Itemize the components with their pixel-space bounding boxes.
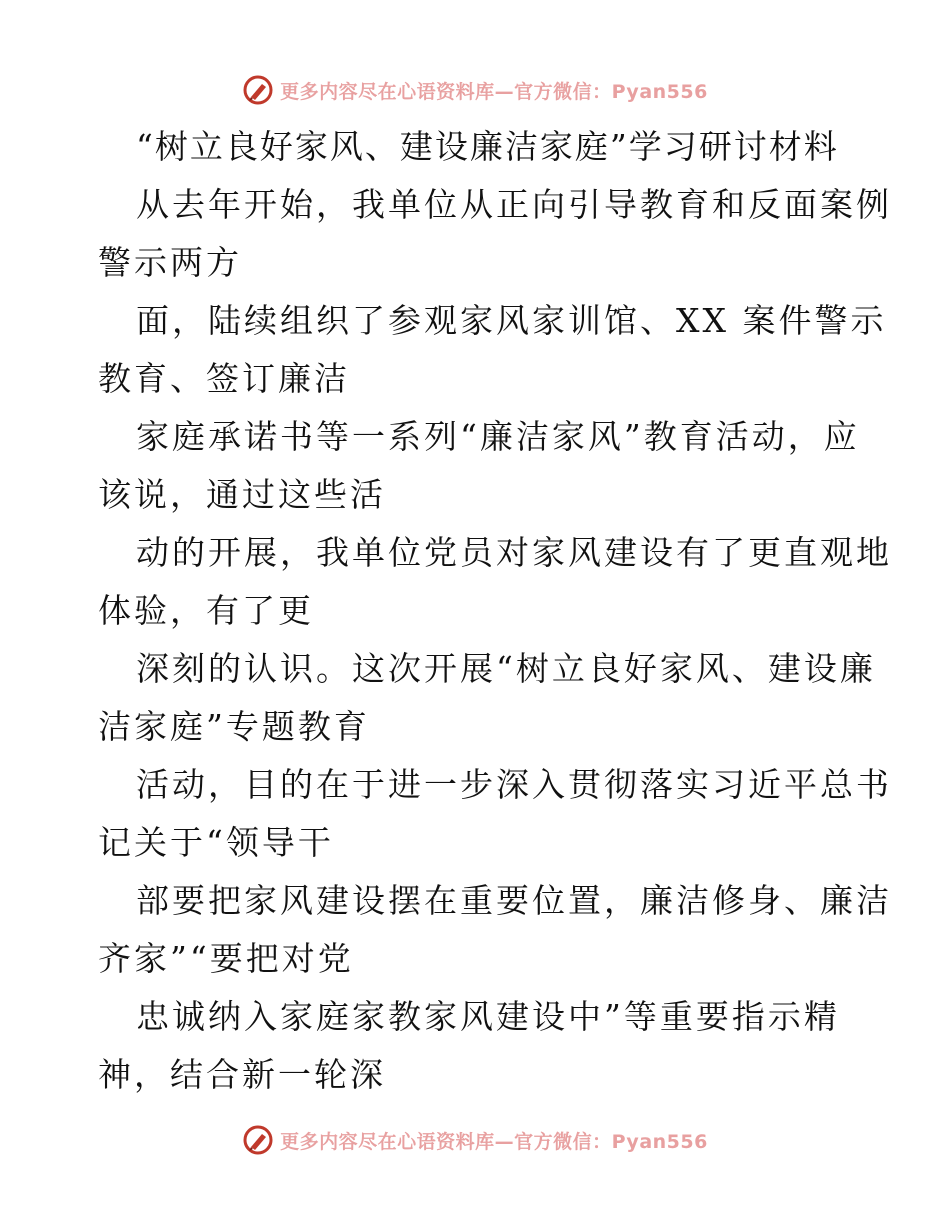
paragraph-line: 活动，目的在于进一步深入贯彻落实习近平总书 (136, 765, 892, 804)
paragraph-line: 体验，有了更 (98, 591, 314, 630)
paragraph-line: 教育、签订廉洁 (98, 359, 350, 398)
paragraph-line: 从去年开始，我单位从正向引导教育和反面案例 (136, 185, 892, 224)
document-body (98, 118, 892, 1104)
document-title: “树立良好家风、建设廉洁家庭”学习研讨材料 (136, 127, 839, 166)
paragraph-line: 齐家”“要把对党 (98, 939, 354, 978)
paragraph-line: 深刻的认识。这次开展“树立良好家风、建设廉 (136, 649, 876, 688)
footer-banner (0, 1120, 950, 1160)
footer-banner-text: 更多内容尽在心语资料库—官方微信：Pyan556 (280, 1130, 708, 1153)
paragraph-line: 动的开展，我单位党员对家风建设有了更直观地 (136, 533, 892, 572)
paragraph-line: 警示两方 (98, 243, 242, 282)
paragraph-line: 面，陆续组织了参观家风家训馆、XX 案件警示 (136, 301, 887, 340)
paragraph-line: 神，结合新一轮深 (98, 1055, 386, 1094)
paragraph-line: 忠诚纳入家庭家教家风建设中”等重要指示精 (136, 997, 840, 1036)
paragraph-line: 家庭承诺书等一系列“廉洁家风”教育活动，应 (136, 417, 860, 456)
paragraph-line: 部要把家风建设摆在重要位置，廉洁修身、廉洁 (136, 881, 892, 920)
paragraph-line: 洁家庭”专题教育 (98, 707, 370, 746)
pen-nib-logo-icon (242, 1124, 274, 1156)
paragraph-line: 记关于“领导干 (98, 823, 334, 862)
paragraph-line: 该说，通过这些活 (98, 475, 386, 514)
pen-nib-logo-icon (242, 74, 274, 106)
header-banner (0, 70, 950, 110)
header-banner-text: 更多内容尽在心语资料库—官方微信：Pyan556 (280, 80, 708, 103)
